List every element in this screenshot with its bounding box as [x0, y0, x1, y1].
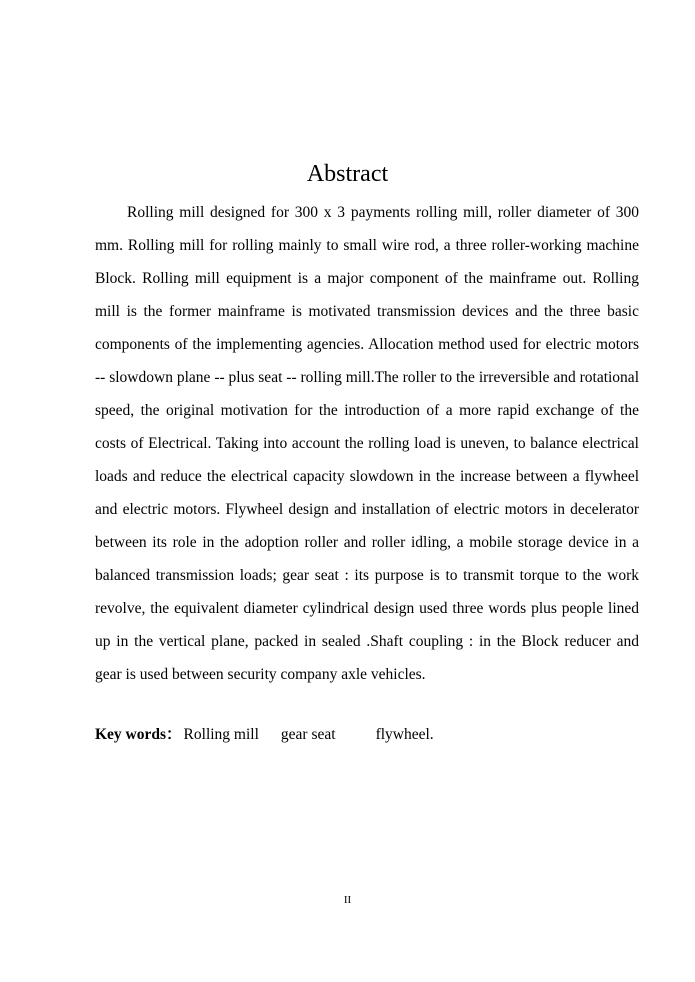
keyword-item: Rolling mill: [183, 726, 259, 743]
keywords-label: Key words：: [95, 726, 182, 743]
abstract-paragraph: Rolling mill designed for 300 x 3 payments rolling mill, roller diameter of 300 mm. Rolling mill for rolling mainly to small wire rod, a three roller-working machine Block. Rolling mill equipment is a major component of the mainframe out. Rolling mill is the former mainframe is motivated transmission devices and the three basic components of the implementing agencies. Allocation method used for electric motors -- slowdown plane -- plus seat -- rolling mill.The roller to the irreversible and rotational speed, the original motivation for the introduction of a more rapid exchange of the costs of Electrical. Taking into account the rolling load is uneven, to balance electrical loads and reduce the electrical capacity slowdown in the increase between a flywheel and electric motors. Flywheel design and installation of electric motors in decelerator between its role in the adoption roller and roller idling, a mobile storage device in a balanced transmission loads; gear seat : its purpose is to transmit torque to the work revolve, the equivalent diameter cylindrical design used three words plus people lined up in the vertical plane, packed in sealed .Shaft coupling : in the Block reducer and gear is used between security company axle vehicles.: [95, 204, 639, 683]
abstract-body: [95, 196, 639, 691]
keywords-line: [95, 722, 434, 748]
page-title: Abstract: [306, 161, 389, 187]
keyword-item: gear seat: [280, 726, 336, 743]
keyword-item: flywheel.: [375, 726, 434, 743]
page-number: II: [343, 894, 352, 906]
